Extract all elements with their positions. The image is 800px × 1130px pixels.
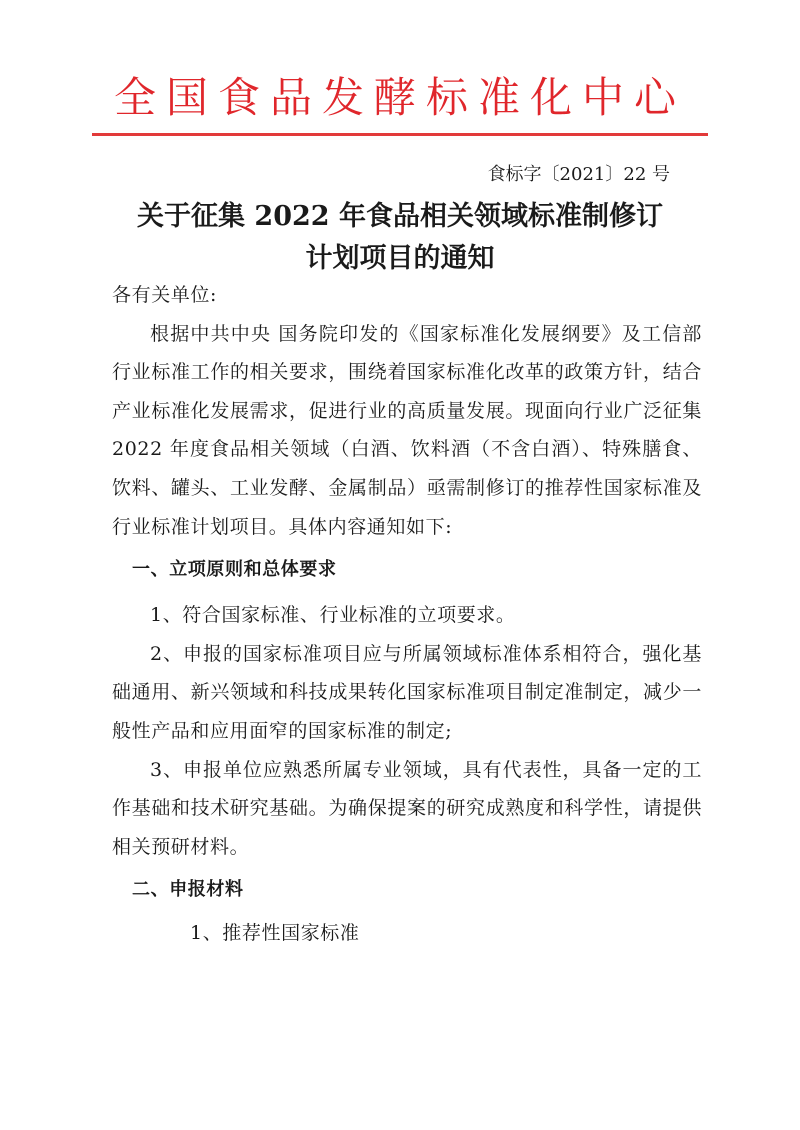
letterhead-org-name: 全国食品发酵标准化中心 — [113, 73, 686, 122]
section-1-item-3: 3、申报单位应熟悉所属专业领域，具有代表性，具备一定的工作基础和技术研究基础。为确保提案的研究成熟度和科学性，请提供相关预研材料。 — [112, 758, 702, 858]
section-heading-2: 二、申报材料 — [132, 879, 244, 901]
section-2-item-1: 1、推荐性国家标准 — [190, 922, 360, 945]
section-heading-1: 一、立项原则和总体要求 — [132, 559, 337, 581]
document-body — [112, 276, 702, 953]
salutation: 各有关单位: — [112, 284, 218, 306]
title-line-2: 计划项目的通知 — [305, 243, 495, 274]
intro-paragraph: 根据中共中央 国务院印发的《国家标准化发展纲要》及工信部行业标准工作的相关要求，围绕着国家标准化改革的政策方针，结合产业标准化发展需求，促进行业的高质量发展。现面向行业广泛征集 2022 年度食品相关领域（白酒、饮料酒（不含白酒）、特殊膳食、饮料、罐头、工业发酵、金属制品）亟需制修订的推荐性国家标准及行业标准计划项目。具体内容通知如下: — [112, 322, 702, 538]
title-line-1: 关于征集 2022 年食品相关领域标准制修订 — [137, 201, 663, 232]
letterhead-red-rule — [92, 133, 708, 136]
document-title — [100, 196, 700, 280]
section-1-item-2: 2、申报的国家标准项目应与所属领域标准体系相符合，强化基础通用、新兴领域和科技成果转化国家标准项目制定准制定，减少一般性产品和应用面窄的国家标准的制定; — [112, 642, 702, 742]
document-number: 食标字〔2021〕22 号 — [487, 164, 670, 185]
section-1-item-1: 1、符合国家标准、行业标准的立项要求。 — [150, 604, 516, 627]
